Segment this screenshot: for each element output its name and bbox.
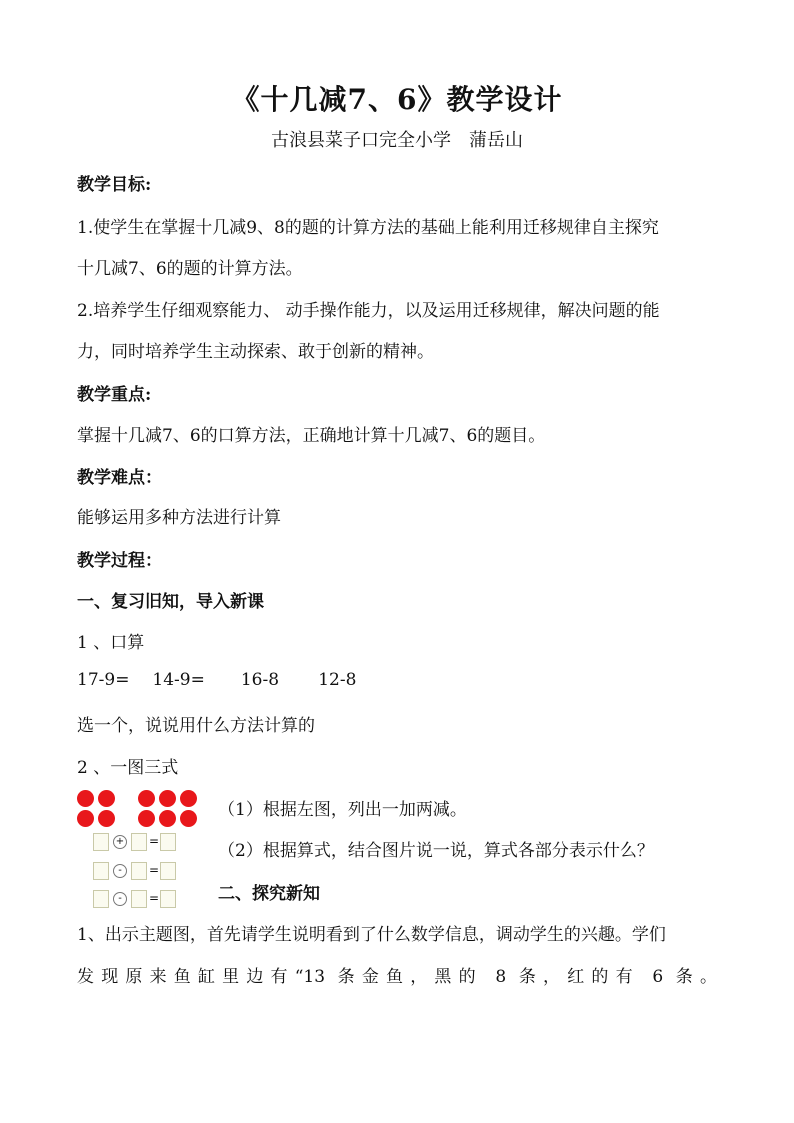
difficulty-text: 能够运用多种方法进行计算 <box>77 508 281 528</box>
item-1-label: 1 、口算 <box>77 633 145 653</box>
answer-box <box>160 833 176 851</box>
expression: 16-8 <box>240 670 280 690</box>
red-dot <box>138 790 155 807</box>
answer-box <box>131 833 147 851</box>
red-dot <box>159 790 176 807</box>
answer-box <box>93 862 109 880</box>
equals-sign: = <box>149 863 160 877</box>
minus-sign: - <box>113 892 127 906</box>
key-points-text: 掌握十几减7、6的口算方法，正确地计算十几减7、6的题目。 <box>77 426 546 446</box>
goal-1-line-1: 1.使学生在掌握十几减9、8的题的计算方法的基础上能利用迁移规律自主探究 <box>77 218 659 238</box>
answer-box <box>93 833 109 851</box>
goal-1-line-2: 十几减7、6的题的计算方法。 <box>77 259 303 279</box>
key-points-heading: 教学重点: <box>77 385 152 405</box>
answer-box <box>160 890 176 908</box>
goals-heading: 教学目标: <box>77 175 152 195</box>
process-heading: 教学过程： <box>77 551 162 571</box>
explore-line-1: 1、出示主题图，首先请学生说明看到了什么数学信息，调动学生的兴趣。学们 <box>77 925 666 945</box>
answer-box <box>160 862 176 880</box>
document-title: 《十几减7、6》教学设计 <box>231 83 563 116</box>
answer-box <box>131 862 147 880</box>
equals-sign: = <box>149 891 160 905</box>
red-dot <box>180 810 197 827</box>
answer-box <box>131 890 147 908</box>
mental-math-expressions <box>77 670 356 690</box>
expression: 17-9= <box>77 670 130 690</box>
red-dot <box>77 790 94 807</box>
expression: 12-8 <box>318 670 357 690</box>
red-dot <box>98 790 115 807</box>
question-2: （2）根据算式，结合图片说一说，算式各部分表示什么？ <box>218 841 654 861</box>
red-dot <box>180 790 197 807</box>
minus-sign: - <box>113 864 127 878</box>
plus-sign: + <box>113 835 127 849</box>
red-dot <box>98 810 115 827</box>
red-dot <box>77 810 94 827</box>
item-2-label: 2 、一图三式 <box>77 758 179 778</box>
equals-sign: = <box>149 834 160 848</box>
question-1: （1）根据左图，列出一加两减。 <box>218 800 467 820</box>
goal-2-line-1: 2.培养学生仔细观察能力、 动手操作能力，以及运用迁移规律，解决问题的能 <box>77 301 660 321</box>
red-dot <box>138 810 155 827</box>
red-dot <box>159 810 176 827</box>
answer-box <box>93 890 109 908</box>
author-line: 古浪县菜子口完全小学 蒲岳山 <box>271 130 523 151</box>
goal-2-line-2: 力，同时培养学生主动探索、敢于创新的精神。 <box>77 342 434 362</box>
expression: 14-9= <box>152 670 205 690</box>
section-1-heading: 一、复习旧知，导入新课 <box>77 592 264 612</box>
section-2-heading: 二、探究新知 <box>218 884 320 904</box>
difficulty-heading: 教学难点： <box>77 468 162 488</box>
explore-line-2: 发现原来鱼缸里边有“13 条金鱼，黑的 8 条，红的有 6 条。 <box>77 967 717 987</box>
choose-text: 选一个，说说用什么方法计算的 <box>77 716 315 736</box>
dots-and-equations-figure <box>77 790 217 915</box>
